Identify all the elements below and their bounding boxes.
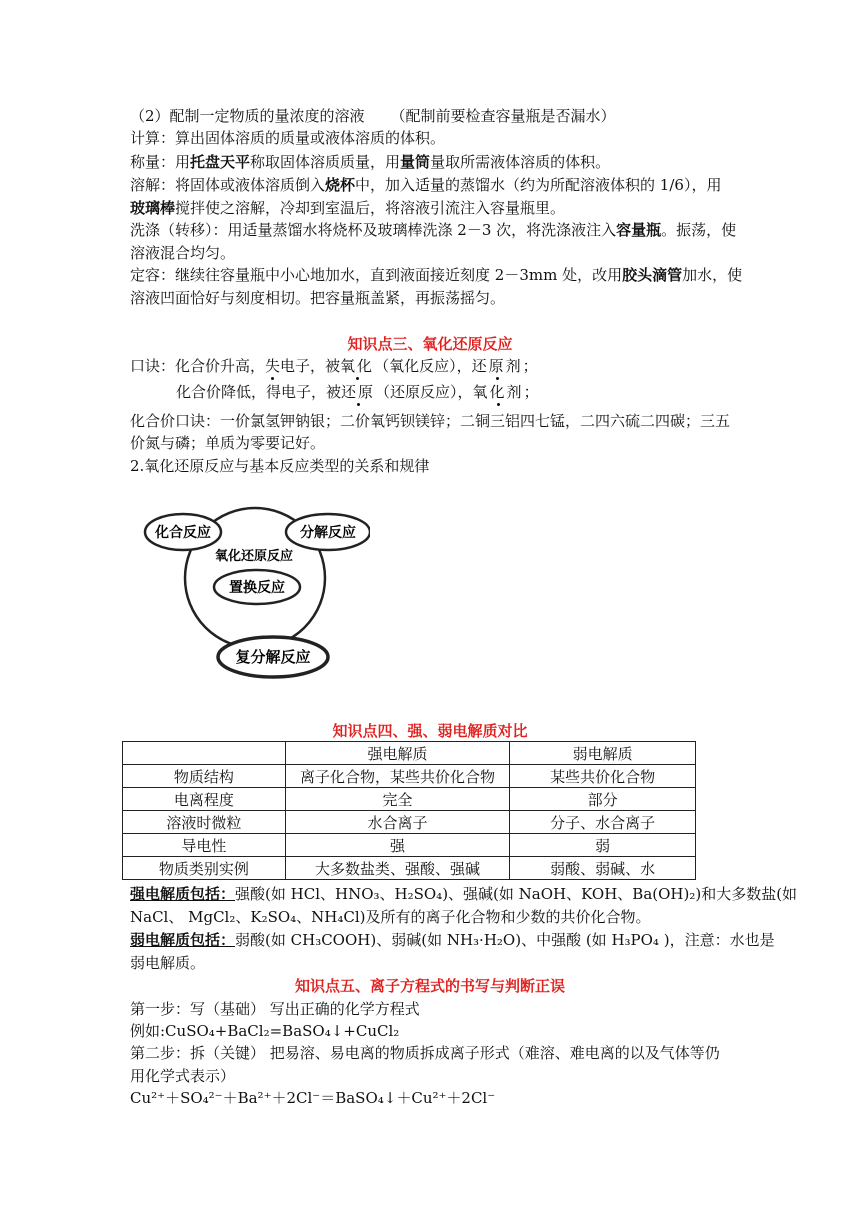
relation-title: 2.氧化还原反应与基本反应类型的关系和规律 [130, 457, 430, 475]
table-cell: 强电解质 [285, 742, 510, 765]
weak-electrolyte-line: 弱电解质包括：弱酸(如 CH₃COOH)、弱碱(如 NH₃·H₂O)、中强酸 (如 H₃PO₄ )，注意：水也是 [130, 931, 775, 949]
table-cell: 强 [285, 834, 510, 857]
table-cell: 导电性 [123, 834, 286, 857]
step-two: 第二步：拆（关键） 把易溶、易电离的物质拆成离子形式（难溶、难电离的以及气体等仍 [130, 1044, 720, 1062]
double-decomposition-label: 复分解反应 [235, 648, 311, 666]
table-cell: 分子、水合离子 [510, 811, 696, 834]
step-dissolve: 溶解：将固体或液体溶质倒入烧杯中，加入适量的蒸馏水（约为所配溶液体积的 1/6），用 [130, 176, 722, 194]
table-row [123, 811, 696, 834]
reaction-venn-diagram [140, 500, 370, 685]
section-title: （2）配制一定物质的量浓度的溶液 （配制前要检查容量瓶是否漏水） [130, 107, 616, 125]
table-row [123, 765, 696, 788]
table-cell: 弱酸、弱碱、水 [510, 857, 696, 880]
table-cell: 物质结构 [123, 765, 286, 788]
table-cell: 水合离子 [285, 811, 510, 834]
strong-electrolyte-line: 强电解质包括：强酸(如 HCl、HNO₃、H₂SO₄)、强碱(如 NaOH、KOH、Ba(OH)₂)和大多数盐(如 [130, 885, 798, 903]
step-wash: 洗涤（转移）：用适量蒸馏水将烧杯及玻璃棒洗涤 2－3 次，将洗涤液注入容量瓶。振荡，使 [130, 221, 737, 239]
table-cell: 电离程度 [123, 788, 286, 811]
table-cell: 部分 [510, 788, 696, 811]
step-wash-cont: 溶液混合均匀。 [130, 244, 236, 262]
step-dissolve-cont: 玻璃棒搅拌使之溶解，冷却到室温后，将溶液引流注入容量瓶里。 [130, 199, 566, 217]
heading-redox: 知识点三、氧化还原反应 [347, 335, 513, 353]
table-cell [123, 742, 286, 765]
rhyme-line-2: 化合价降低，得电子，被还原（还原反应），氧化剂； [176, 383, 539, 401]
decomposition-label: 分解反应 [300, 525, 356, 541]
step-fix-cont: 溶液凹面恰好与刻度相切。把容量瓶盖紧，再振荡摇匀。 [130, 289, 506, 307]
rhyme-line-1: 口诀：化合价升高，失电子，被氧化（氧化反应），还原剂； [130, 357, 538, 375]
table-cell: 弱 [510, 834, 696, 857]
table-cell: 某些共价化合物 [510, 765, 696, 788]
valence-rhyme: 化合价口诀：一价氯氢钾钠银；二价氧钙钡镁锌；二铜三铝四七锰，二四六硫二四碳；三五 [130, 412, 731, 430]
step-fix: 定容：继续往容量瓶中小心地加水，直到液面接近刻度 2－3mm 处，改用胶头滴管加水，使 [130, 266, 743, 284]
step-one: 第一步：写（基础） 写出正确的化学方程式 [130, 1000, 420, 1018]
redox-label: 氧化还原反应 [214, 549, 294, 564]
table-cell: 完全 [285, 788, 510, 811]
combination-label: 化合反应 [155, 525, 211, 541]
table-row [123, 742, 696, 765]
strong-electrolyte-cont: NaCl、 MgCl₂、K₂SO₄、NH₄Cl)及所有的离子化合物和少数的共价化合物。 [130, 908, 651, 926]
step-weigh: 称量：用托盘天平称取固体溶质质量，用量筒量取所需液体溶质的体积。 [130, 153, 611, 171]
heading-ionic-equation: 知识点五、离子方程式的书写与判断正误 [294, 977, 565, 995]
weak-electrolyte-cont: 弱电解质。 [130, 954, 206, 972]
step-two-cont: 用化学式表示） [130, 1067, 236, 1085]
electrolyte-table [122, 741, 696, 880]
heading-electrolyte: 知识点四、强、弱电解质对比 [332, 722, 528, 740]
valence-rhyme-cont: 价氮与磷；单质为零要记好。 [130, 434, 326, 452]
table-cell: 物质类别实例 [123, 857, 286, 880]
displacement-label: 置换反应 [229, 580, 285, 596]
table-cell: 溶液时微粒 [123, 811, 286, 834]
table-cell: 大多数盐类、强酸、强碱 [285, 857, 510, 880]
table-row [123, 788, 696, 811]
table-cell: 弱电解质 [510, 742, 696, 765]
ionic-equation: Cu²⁺＋SO₄²⁻＋Ba²⁺＋2Cl⁻＝BaSO₄↓＋Cu²⁺＋2Cl⁻ [130, 1089, 496, 1107]
table-row [123, 834, 696, 857]
table-cell: 离子化合物，某些共价化合物 [285, 765, 510, 788]
example-equation: 例如:CuSO₄+BaCl₂=BaSO₄↓+CuCl₂ [130, 1022, 400, 1040]
step-calc: 计算：算出固体溶质的质量或液体溶质的体积。 [130, 129, 446, 147]
table-row [123, 857, 696, 880]
